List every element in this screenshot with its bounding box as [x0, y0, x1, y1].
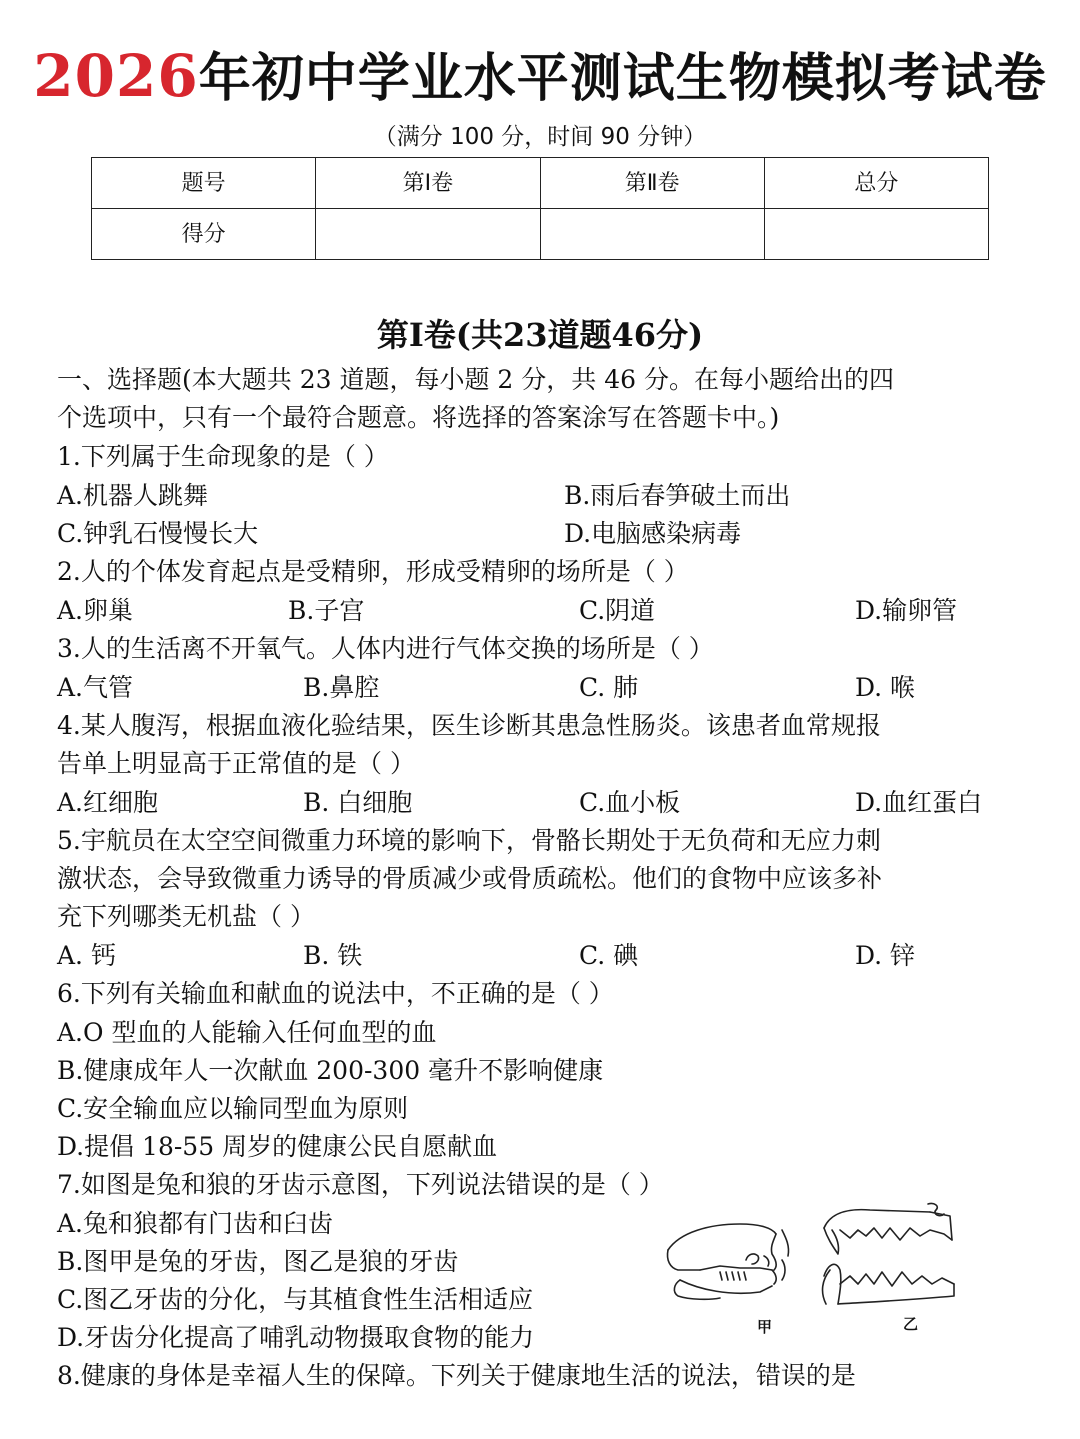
score-input-cell[interactable]: [764, 209, 988, 260]
option-c[interactable]: C.图乙牙齿的分化，与其植食性生活相适应: [57, 1285, 534, 1314]
question-stem: 3.人的生活离不开氧气。人体内进行气体交换的场所是（ ）: [57, 634, 714, 663]
option-a[interactable]: A.兔和狼都有门齿和臼齿: [57, 1209, 334, 1238]
score-table: [91, 157, 989, 260]
instruction-line: 一、选择题(本大题共 23 道题，每小题 2 分，共 46 分。在每小题给出的四: [57, 365, 894, 394]
option-b[interactable]: B.雨后春笋破土而出: [564, 481, 791, 510]
question-stem: 8.健康的身体是幸福人生的保障。下列关于健康地生活的说法，错误的是: [57, 1361, 856, 1390]
score-cell: 总分: [764, 158, 988, 209]
question-stem: 2.人的个体发育起点是受精卵，形成受精卵的场所是（ ）: [57, 557, 689, 586]
option-c[interactable]: C.钟乳石慢慢长大: [57, 519, 259, 548]
question-stem: 告单上明显高于正常值的是（ ）: [57, 749, 415, 778]
option-a[interactable]: A. 钙: [57, 941, 116, 970]
option-b[interactable]: B.鼻腔: [303, 673, 380, 702]
option-a[interactable]: A.O 型血的人能输入任何血型的血: [57, 1018, 437, 1047]
exam-title: [0, 36, 1080, 111]
score-cell: 得分: [92, 209, 316, 260]
question-stem: 激状态，会导致微重力诱导的骨质减少或骨质疏松。他们的食物中应该多补: [57, 864, 883, 893]
score-input-cell[interactable]: [540, 209, 764, 260]
score-table-score-row: [92, 209, 989, 260]
option-a[interactable]: A.红细胞: [57, 788, 159, 817]
score-input-cell[interactable]: [316, 209, 540, 260]
option-d[interactable]: D.电脑感染病毒: [564, 519, 742, 548]
score-table-header-row: [92, 158, 989, 209]
option-d[interactable]: D.牙齿分化提高了哺乳动物摄取食物的能力: [57, 1323, 535, 1352]
option-b[interactable]: B.子宫: [288, 596, 365, 625]
option-b[interactable]: B.图甲是兔的牙齿，图乙是狼的牙齿: [57, 1247, 459, 1276]
exam-title-text: 年初中学业水平测试生物模拟考试卷: [198, 49, 1047, 109]
question-stem: 7.如图是兔和狼的牙齿示意图，下列说法错误的是（ ）: [57, 1170, 664, 1199]
rabbit-skull-figure: [660, 1210, 800, 1310]
score-cell: 第Ⅱ卷: [540, 158, 764, 209]
wolf-teeth-figure: [810, 1200, 970, 1320]
option-c[interactable]: C. 肺: [579, 673, 639, 702]
question-stem: 6.下列有关输血和献血的说法中，不正确的是（ ）: [57, 979, 614, 1008]
option-b[interactable]: B.健康成年人一次献血 200-300 毫升不影响健康: [57, 1056, 604, 1085]
question-stem: 4.某人腹泻，根据血液化验结果，医生诊断其患急性肠炎。该患者血常规报: [57, 711, 881, 740]
figure-label-jia: 甲: [757, 1318, 773, 1336]
option-c[interactable]: C. 碘: [579, 941, 639, 970]
option-b[interactable]: B. 铁: [303, 941, 363, 970]
instruction-line: 个选项中，只有一个最符合题意。将选择的答案涂写在答题卡中。): [57, 403, 780, 432]
exam-year: 2026: [33, 42, 199, 110]
option-a[interactable]: A.卵巢: [57, 596, 134, 625]
option-d[interactable]: D.血红蛋白: [855, 788, 983, 817]
score-cell: 第Ⅰ卷: [316, 158, 540, 209]
option-a[interactable]: A.机器人跳舞: [57, 481, 209, 510]
option-c[interactable]: C.血小板: [579, 788, 681, 817]
score-cell: 题号: [92, 158, 316, 209]
option-d[interactable]: D. 喉: [855, 673, 916, 702]
option-d[interactable]: D.输卵管: [855, 596, 958, 625]
question-stem: 充下列哪类无机盐（ ）: [57, 902, 315, 931]
option-c[interactable]: C.安全输血应以输同型血为原则: [57, 1094, 409, 1123]
option-d[interactable]: D. 锌: [855, 941, 916, 970]
section-title: 第Ⅰ卷(共23道题46分): [376, 316, 704, 354]
option-c[interactable]: C.阴道: [579, 596, 656, 625]
figure-label-yi: 乙: [903, 1315, 919, 1333]
question-stem: 1.下列属于生命现象的是（ ）: [57, 442, 389, 471]
option-a[interactable]: A.气管: [57, 673, 134, 702]
exam-subtitle: （满分 100 分，时间 90 分钟）: [373, 124, 707, 150]
question-stem: 5.宇航员在太空空间微重力环境的影响下，骨骼长期处于无负荷和无应力刺: [57, 826, 881, 855]
option-d[interactable]: D.提倡 18-55 周岁的健康公民自愿献血: [57, 1132, 498, 1161]
option-b[interactable]: B. 白细胞: [303, 788, 413, 817]
